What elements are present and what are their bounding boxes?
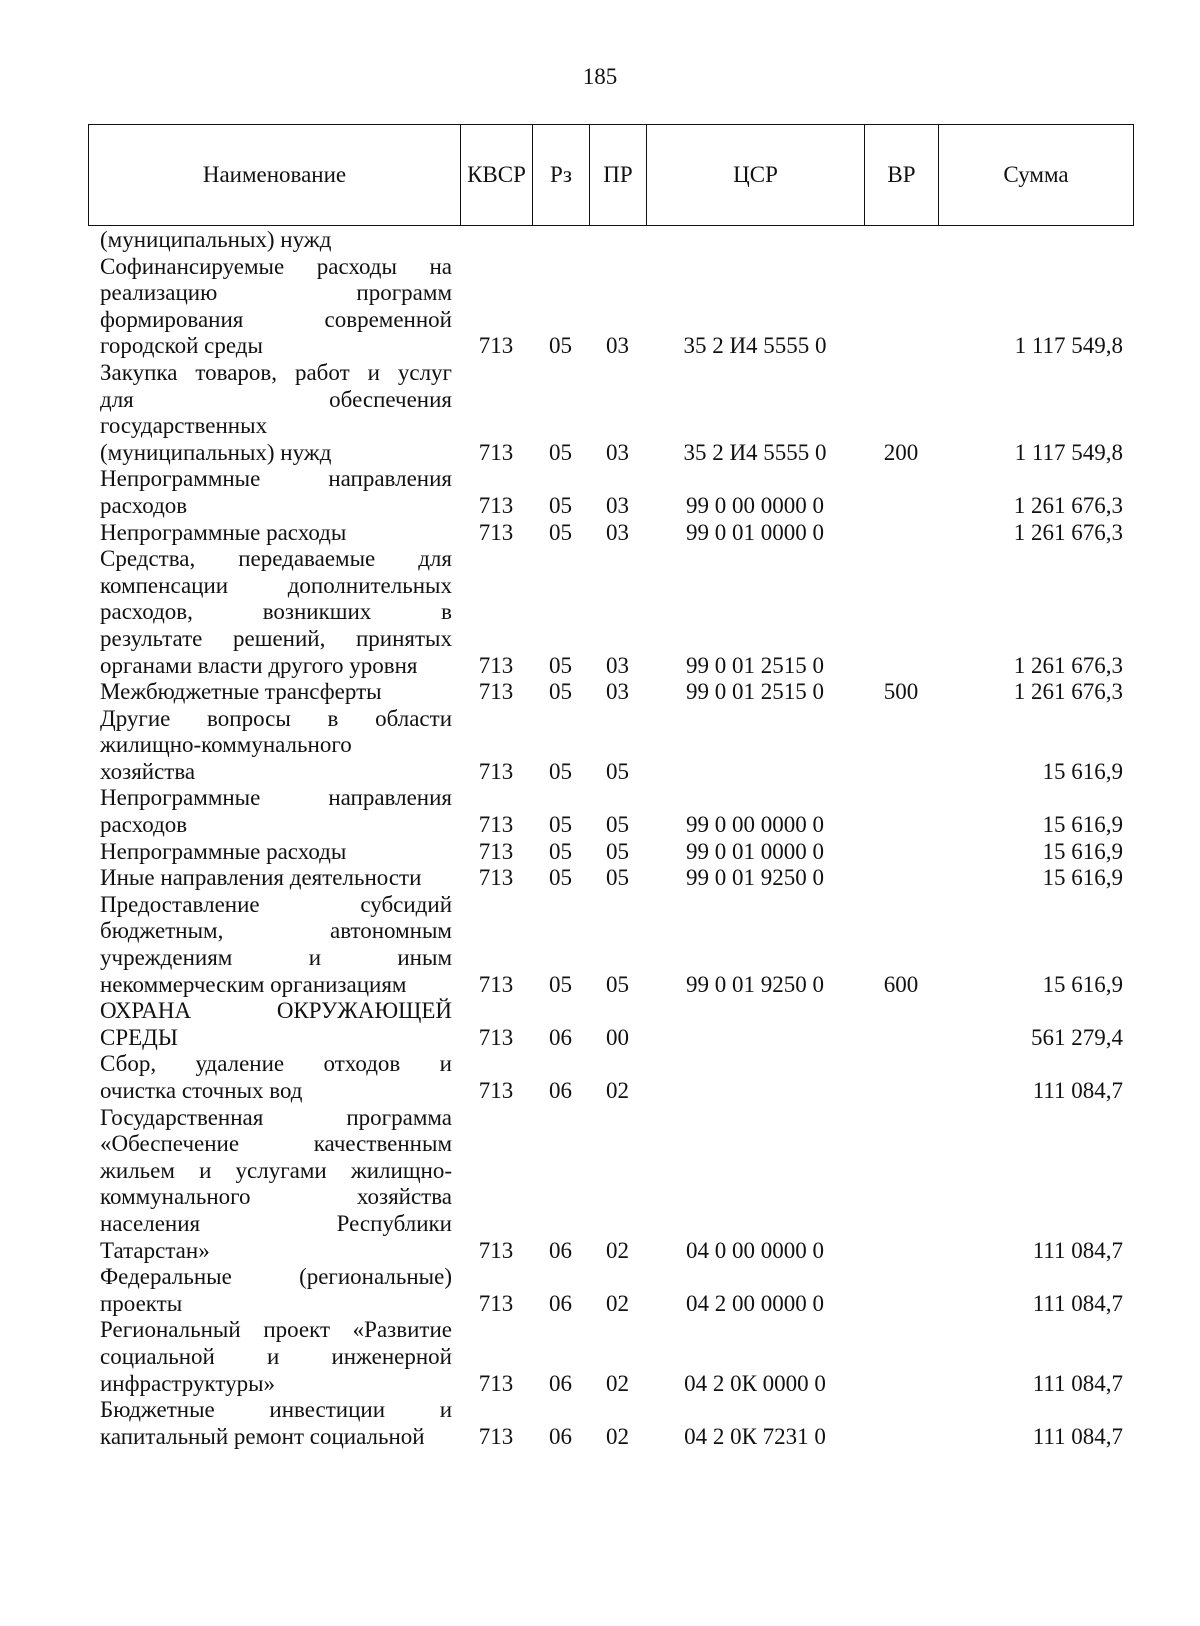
header-rz: Рз bbox=[533, 125, 590, 226]
name-line: Бюджетные инвестиции и bbox=[100, 1397, 452, 1423]
name-line: коммунального хозяйства bbox=[100, 1184, 452, 1210]
name-line: очистка сточных вод bbox=[100, 1078, 303, 1103]
name-cell bbox=[88, 254, 460, 360]
name-line: жильем и услугами жилищно- bbox=[100, 1157, 452, 1183]
kvsr-cell: 713 bbox=[478, 758, 514, 784]
name-line: Федеральные (региональные) bbox=[100, 1264, 452, 1290]
sum-cell: 15 616,9 bbox=[1042, 838, 1123, 864]
csr-cell: 99 0 01 2515 0 bbox=[686, 679, 824, 705]
header-name: Наименование bbox=[89, 125, 461, 226]
pr-cell: 05 bbox=[606, 865, 629, 891]
name-cell bbox=[88, 520, 460, 547]
pr-cell: 02 bbox=[606, 1290, 629, 1316]
pr-cell: 03 bbox=[606, 333, 629, 359]
kvsr-cell: 713 bbox=[478, 1423, 514, 1449]
name-cell bbox=[88, 1105, 460, 1265]
page-number: 185 bbox=[582, 64, 618, 89]
name-cell bbox=[88, 839, 460, 866]
name-cell bbox=[88, 227, 460, 254]
name-line: государственных bbox=[100, 413, 268, 439]
name-cell bbox=[88, 892, 460, 998]
name-line: органами власти другого уровня bbox=[100, 652, 418, 678]
rz-cell: 05 bbox=[549, 812, 572, 838]
name-line: Другие вопросы в области bbox=[100, 705, 452, 731]
header-pr: ПР bbox=[590, 125, 647, 226]
name-cell bbox=[88, 785, 460, 838]
header-kvsr: КВСР bbox=[461, 125, 533, 226]
rz-cell: 05 bbox=[549, 333, 572, 359]
name-line: (муниципальных) нужд bbox=[100, 227, 332, 252]
pr-cell: 03 bbox=[606, 652, 629, 678]
sum-cell: 1 261 676,3 bbox=[1013, 652, 1123, 678]
name-line: жилищно-коммунального bbox=[100, 732, 352, 758]
name-line: формирования современной bbox=[100, 306, 452, 332]
kvsr-cell: 713 bbox=[478, 1370, 514, 1396]
name-line: компенсации дополнительных bbox=[100, 572, 452, 598]
pr-cell: 02 bbox=[606, 1423, 629, 1449]
table-row bbox=[88, 1264, 1143, 1317]
csr-cell: 99 0 00 0000 0 bbox=[686, 812, 824, 838]
name-line: Государственная программа bbox=[100, 1104, 452, 1130]
vr-cell: 600 bbox=[883, 971, 919, 997]
rz-cell: 05 bbox=[549, 652, 572, 678]
name-line: Средства, передаваемые для bbox=[100, 546, 452, 572]
csr-cell: 04 0 00 0000 0 bbox=[686, 1237, 824, 1263]
rz-cell: 05 bbox=[549, 679, 572, 705]
name-cell bbox=[88, 466, 460, 519]
name-line: некоммерческим организациям bbox=[100, 971, 407, 997]
rz-cell: 06 bbox=[549, 1423, 572, 1449]
pr-cell: 03 bbox=[606, 492, 629, 518]
name-line: «Обеспечение качественным bbox=[100, 1131, 452, 1157]
kvsr-cell: 713 bbox=[478, 971, 514, 997]
name-cell bbox=[88, 998, 460, 1051]
name-line: Закупка товаров, работ и услуг bbox=[100, 359, 452, 385]
sum-cell: 111 084,7 bbox=[1032, 1290, 1123, 1316]
kvsr-cell: 713 bbox=[478, 812, 514, 838]
name-cell bbox=[88, 679, 460, 706]
table-row bbox=[88, 679, 1143, 706]
csr-cell: 04 2 0К 7231 0 bbox=[684, 1423, 826, 1449]
name-line: социальной и инженерной bbox=[100, 1343, 452, 1369]
header-vr: ВР bbox=[865, 125, 939, 226]
pr-cell: 00 bbox=[606, 1024, 629, 1050]
sum-cell: 15 616,9 bbox=[1042, 865, 1123, 891]
name-line: расходов, возникших в bbox=[100, 599, 452, 625]
name-line: учреждениям и иным bbox=[100, 945, 452, 971]
sum-cell: 15 616,9 bbox=[1042, 971, 1123, 997]
table-header bbox=[88, 124, 1134, 226]
rz-cell: 05 bbox=[549, 838, 572, 864]
pr-cell: 03 bbox=[606, 439, 629, 465]
kvsr-cell: 713 bbox=[478, 519, 514, 545]
pr-cell: 05 bbox=[606, 971, 629, 997]
name-line: проекты bbox=[100, 1290, 183, 1316]
csr-cell: 99 0 01 9250 0 bbox=[686, 971, 824, 997]
rz-cell: 05 bbox=[549, 519, 572, 545]
csr-cell: 35 2 И4 5555 0 bbox=[683, 333, 827, 359]
kvsr-cell: 713 bbox=[478, 1024, 514, 1050]
kvsr-cell: 713 bbox=[478, 679, 514, 705]
name-line: СРЕДЫ bbox=[100, 1024, 178, 1050]
name-line: расходов bbox=[100, 492, 188, 518]
name-line: расходов bbox=[100, 812, 188, 838]
sum-cell: 1 261 676,3 bbox=[1013, 679, 1123, 705]
sum-cell: 15 616,9 bbox=[1042, 812, 1123, 838]
table-row bbox=[88, 839, 1143, 866]
name-line: Непрограммные направления bbox=[100, 785, 452, 811]
name-line: Предоставление субсидий bbox=[100, 891, 452, 917]
table-row bbox=[88, 546, 1143, 679]
kvsr-cell: 713 bbox=[478, 1237, 514, 1263]
table-body bbox=[88, 227, 1143, 1450]
name-line: Непрограммные направления bbox=[100, 466, 452, 492]
sum-cell: 111 084,7 bbox=[1032, 1078, 1123, 1103]
name-line: ОХРАНА ОКРУЖАЮЩЕЙ bbox=[100, 998, 452, 1024]
table-row bbox=[88, 865, 1143, 892]
name-cell bbox=[88, 706, 460, 786]
vr-cell: 500 bbox=[883, 679, 919, 705]
csr-cell: 35 2 И4 5555 0 bbox=[683, 439, 827, 465]
csr-cell: 04 2 0К 0000 0 bbox=[684, 1370, 826, 1396]
name-line: бюджетным, автономным bbox=[100, 918, 452, 944]
rz-cell: 06 bbox=[549, 1237, 572, 1263]
name-line: реализацию программ bbox=[100, 280, 452, 306]
kvsr-cell: 713 bbox=[478, 652, 514, 678]
csr-cell: 99 0 00 0000 0 bbox=[686, 492, 824, 518]
name-cell bbox=[88, 546, 460, 679]
rz-cell: 05 bbox=[549, 439, 572, 465]
name-line: инфраструктуры» bbox=[100, 1370, 276, 1396]
vr-cell: 200 bbox=[883, 439, 919, 465]
pr-cell: 02 bbox=[606, 1370, 629, 1396]
rz-cell: 05 bbox=[549, 865, 572, 891]
name-line: хозяйства bbox=[100, 758, 196, 784]
pr-cell: 02 bbox=[606, 1078, 629, 1103]
table-row bbox=[88, 1397, 1143, 1450]
kvsr-cell: 713 bbox=[478, 1290, 514, 1316]
sum-cell: 1 117 549,8 bbox=[1014, 333, 1123, 359]
rz-cell: 05 bbox=[549, 758, 572, 784]
sum-cell: 1 117 549,8 bbox=[1014, 439, 1123, 465]
name-line: Иные направления деятельности bbox=[100, 865, 422, 891]
kvsr-cell: 713 bbox=[478, 1078, 514, 1103]
name-cell bbox=[88, 1317, 460, 1397]
table-row bbox=[88, 785, 1143, 838]
csr-cell: 04 2 00 0000 0 bbox=[686, 1290, 824, 1316]
pr-cell: 02 bbox=[606, 1237, 629, 1263]
sum-cell: 111 084,7 bbox=[1032, 1423, 1123, 1449]
sum-cell: 561 279,4 bbox=[1031, 1024, 1123, 1050]
name-line: результате решений, принятых bbox=[100, 625, 452, 651]
header-csr: ЦСР bbox=[647, 125, 865, 226]
name-cell bbox=[88, 1051, 460, 1104]
kvsr-cell: 713 bbox=[478, 492, 514, 518]
name-cell bbox=[88, 360, 460, 466]
name-line: населения Республики bbox=[100, 1210, 452, 1236]
rz-cell: 05 bbox=[549, 492, 572, 518]
pr-cell: 03 bbox=[606, 679, 629, 705]
rz-cell: 05 bbox=[549, 971, 572, 997]
kvsr-cell: 713 bbox=[478, 838, 514, 864]
sum-cell: 111 084,7 bbox=[1032, 1237, 1123, 1263]
rz-cell: 06 bbox=[549, 1078, 572, 1103]
name-line: для обеспечения bbox=[100, 386, 452, 412]
name-line: Непрограммные расходы bbox=[100, 519, 347, 545]
name-cell bbox=[88, 865, 460, 892]
name-line: Региональный проект «Развитие bbox=[100, 1317, 452, 1343]
sum-cell: 15 616,9 bbox=[1042, 758, 1123, 784]
sum-cell: 1 261 676,3 bbox=[1013, 492, 1123, 518]
name-cell bbox=[88, 1397, 460, 1450]
pr-cell: 03 bbox=[606, 519, 629, 545]
kvsr-cell: 713 bbox=[478, 865, 514, 891]
table-row bbox=[88, 706, 1143, 786]
csr-cell: 99 0 01 0000 0 bbox=[686, 838, 824, 864]
table-row bbox=[88, 1317, 1143, 1397]
rz-cell: 06 bbox=[549, 1370, 572, 1396]
pr-cell: 05 bbox=[606, 838, 629, 864]
table-row bbox=[88, 998, 1143, 1051]
kvsr-cell: 713 bbox=[478, 333, 514, 359]
name-line: Татарстан» bbox=[100, 1237, 210, 1263]
table-row bbox=[88, 1105, 1143, 1265]
pr-cell: 05 bbox=[606, 758, 629, 784]
table-row bbox=[88, 466, 1143, 519]
sum-cell: 111 084,7 bbox=[1032, 1370, 1123, 1396]
header-sum: Сумма bbox=[939, 125, 1134, 226]
table-row bbox=[88, 360, 1143, 466]
name-line: Сбор, удаление отходов и bbox=[100, 1051, 452, 1077]
table-row bbox=[88, 227, 1143, 254]
csr-cell: 99 0 01 2515 0 bbox=[686, 652, 824, 678]
pr-cell: 05 bbox=[606, 812, 629, 838]
table-row bbox=[88, 1051, 1143, 1104]
name-line: капитальный ремонт социальной bbox=[100, 1423, 425, 1449]
kvsr-cell: 713 bbox=[478, 439, 514, 465]
rz-cell: 06 bbox=[549, 1290, 572, 1316]
rz-cell: 06 bbox=[549, 1024, 572, 1050]
name-line: (муниципальных) нужд bbox=[100, 439, 332, 465]
sum-cell: 1 261 676,3 bbox=[1013, 519, 1123, 545]
table-row bbox=[88, 254, 1143, 360]
table-row bbox=[88, 520, 1143, 547]
name-line: Софинансируемые расходы на bbox=[100, 253, 452, 279]
name-line: Межбюджетные трансферты bbox=[100, 679, 382, 705]
name-cell bbox=[88, 1264, 460, 1317]
csr-cell: 99 0 01 9250 0 bbox=[686, 865, 824, 891]
name-line: Непрограммные расходы bbox=[100, 838, 347, 864]
table-row bbox=[88, 892, 1143, 998]
csr-cell: 99 0 01 0000 0 bbox=[686, 519, 824, 545]
name-line: городской среды bbox=[100, 333, 263, 359]
